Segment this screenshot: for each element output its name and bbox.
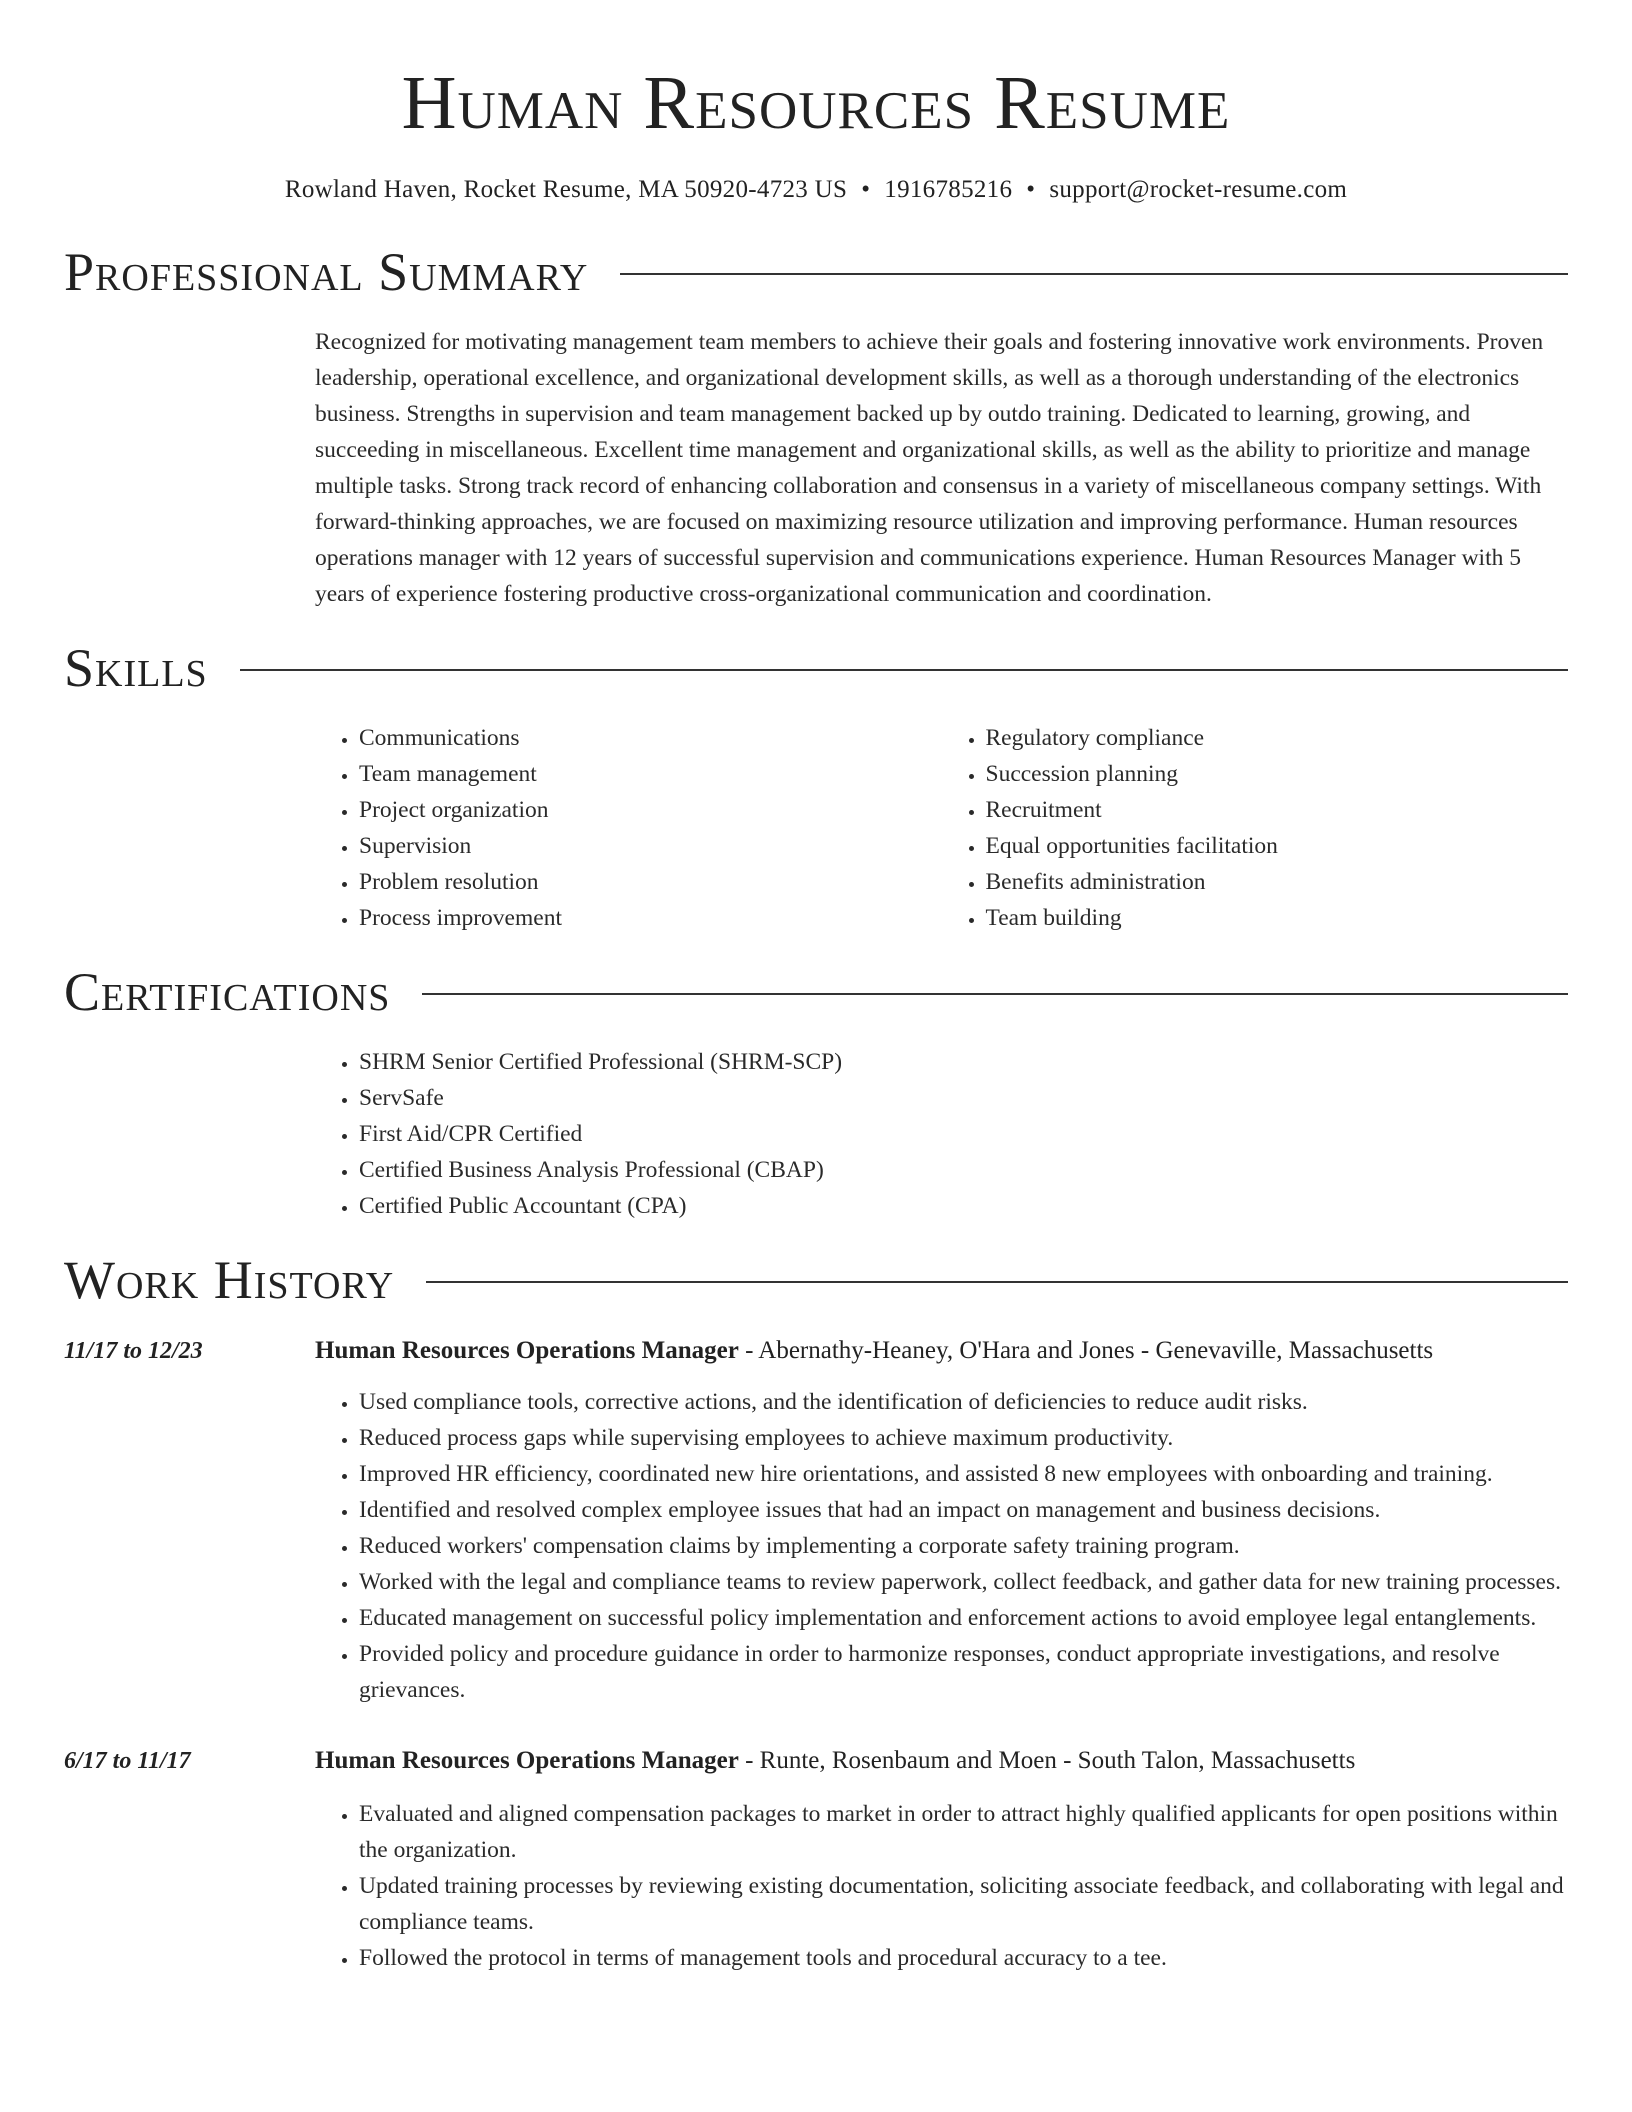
summary-section	[64, 242, 1568, 612]
list-item: • Recruitment	[986, 792, 1569, 828]
certifications-list	[315, 1044, 1568, 1224]
list-item: • Benefits administration	[986, 864, 1569, 900]
contact-separator: •	[1026, 176, 1036, 203]
certifications-section	[64, 962, 1568, 1224]
list-item: • SHRM Senior Certified Professional (SHRM-SCP)	[359, 1044, 1568, 1080]
skills-grid	[315, 720, 1568, 936]
job-title: Human Resources Operations Manager	[315, 1337, 739, 1364]
job-title: Human Resources Operations Manager	[315, 1747, 739, 1774]
job-position	[315, 1744, 1355, 1778]
certifications-heading: Certifications	[64, 962, 391, 1022]
job-entry	[64, 1334, 1568, 1708]
work-history-heading: Work History	[64, 1250, 395, 1310]
contact-phone: 1916785216	[884, 176, 1013, 203]
job-bullets	[315, 1796, 1568, 1976]
list-item: • Used compliance tools, corrective actions, and the identification of deficiencies to reduce audit risks.	[359, 1384, 1568, 1420]
summary-heading-row	[64, 242, 1568, 302]
list-item: • Followed the protocol in terms of management tools and procedural accuracy to a tee.	[359, 1940, 1568, 1976]
list-item: • Team building	[986, 900, 1569, 936]
job-employer: - Runte, Rosenbaum and Moen - South Talon, Massachusetts	[738, 1747, 1356, 1774]
list-item: • Improved HR efficiency, coordinated new hire orientations, and assisted 8 new employees with onboarding and training.	[359, 1456, 1568, 1492]
section-divider	[240, 669, 1568, 671]
contact-separator: •	[861, 176, 871, 203]
list-item: • Updated training processes by reviewing existing documentation, soliciting associate feedback, and collaborating with legal and compliance teams.	[359, 1868, 1568, 1940]
work-history-section	[64, 1250, 1568, 1976]
section-divider	[422, 993, 1568, 995]
job-position	[315, 1334, 1433, 1368]
skills-list-right	[942, 720, 1569, 936]
section-divider	[426, 1281, 1568, 1283]
list-item: • Reduced process gaps while supervising employees to achieve maximum productivity.	[359, 1420, 1568, 1456]
section-divider	[620, 273, 1568, 275]
skills-heading-row	[64, 638, 1568, 698]
summary-content	[315, 324, 1568, 612]
list-item: • Reduced workers' compensation claims by implementing a corporate safety training program.	[359, 1528, 1568, 1564]
list-item: • Project organization	[359, 792, 942, 828]
summary-text: Recognized for motivating management team members to achieve their goals and fostering innovative work environments. Proven leadership, operational excellence, and organizational development skills, as well as a thorough understanding of the electronics business. Strengths in supervision and team management backed up by outdo training. Dedicated to learning, growing, and succeeding in miscellaneous. Excellent time management and organizational skills, as well as the ability to prioritize and manage multiple tasks. Strong track record of enhancing collaboration and consensus in a variety of miscellaneous company settings. With forward-thinking approaches, we are focused on maximizing resource utilization and improving performance. Human resources operations manager with 12 years of successful supervision and communications experience. Human Resources Manager with 5 years of experience fostering productive cross-organizational communication and coordination.	[315, 329, 1544, 607]
skills-section	[64, 638, 1568, 936]
job-header	[64, 1334, 1568, 1368]
job-bullet-list	[315, 1384, 1568, 1708]
summary-heading: Professional Summary	[64, 242, 589, 302]
work-history-heading-row	[64, 1250, 1568, 1310]
list-item: • Communications	[359, 720, 942, 756]
certifications-content	[315, 1044, 1568, 1224]
list-item: • Provided policy and procedure guidance in order to harmonize responses, conduct appropriate investigations, and resolve grievances.	[359, 1636, 1568, 1708]
certifications-heading-row	[64, 962, 1568, 1022]
skills-list-left	[315, 720, 942, 936]
contact-line	[64, 174, 1568, 206]
list-item: • Evaluated and aligned compensation packages to market in order to attract highly qualified applicants for open positions within the organization.	[359, 1796, 1568, 1868]
job-bullet-list	[315, 1796, 1568, 1976]
skills-heading: Skills	[64, 638, 208, 698]
list-item: • Identified and resolved complex employee issues that had an impact on management and business decisions.	[359, 1492, 1568, 1528]
job-bullets	[315, 1384, 1568, 1708]
list-item: • Problem resolution	[359, 864, 942, 900]
job-dates: 11/17 to 12/23	[64, 1338, 203, 1364]
list-item: • Worked with the legal and compliance teams to review paperwork, collect feedback, and gather data for new training processes.	[359, 1564, 1568, 1600]
contact-address: Rowland Haven, Rocket Resume, MA 50920-4723 US	[284, 176, 848, 203]
list-item: • Equal opportunities facilitation	[986, 828, 1569, 864]
job-header	[64, 1744, 1568, 1778]
list-item: • Certified Public Accountant (CPA)	[359, 1188, 1568, 1224]
job-dates: 6/17 to 11/17	[64, 1748, 191, 1774]
list-item: • Team management	[359, 756, 942, 792]
list-item: • Supervision	[359, 828, 942, 864]
resume-title: Human Resources Resume	[401, 61, 1231, 145]
list-item: • First Aid/CPR Certified	[359, 1116, 1568, 1152]
job-employer: - Abernathy-Heaney, O'Hara and Jones - Genevaville, Massachusetts	[738, 1337, 1434, 1364]
list-item: • Succession planning	[986, 756, 1569, 792]
list-item: • ServSafe	[359, 1080, 1568, 1116]
list-item: • Certified Business Analysis Professional (CBAP)	[359, 1152, 1568, 1188]
job-entry	[64, 1744, 1568, 1976]
list-item: • Regulatory compliance	[986, 720, 1569, 756]
contact-email: support@rocket-resume.com	[1049, 176, 1348, 203]
list-item: • Educated management on successful policy implementation and enforcement actions to avoid employee legal entanglements.	[359, 1600, 1568, 1636]
list-item: • Process improvement	[359, 900, 942, 936]
